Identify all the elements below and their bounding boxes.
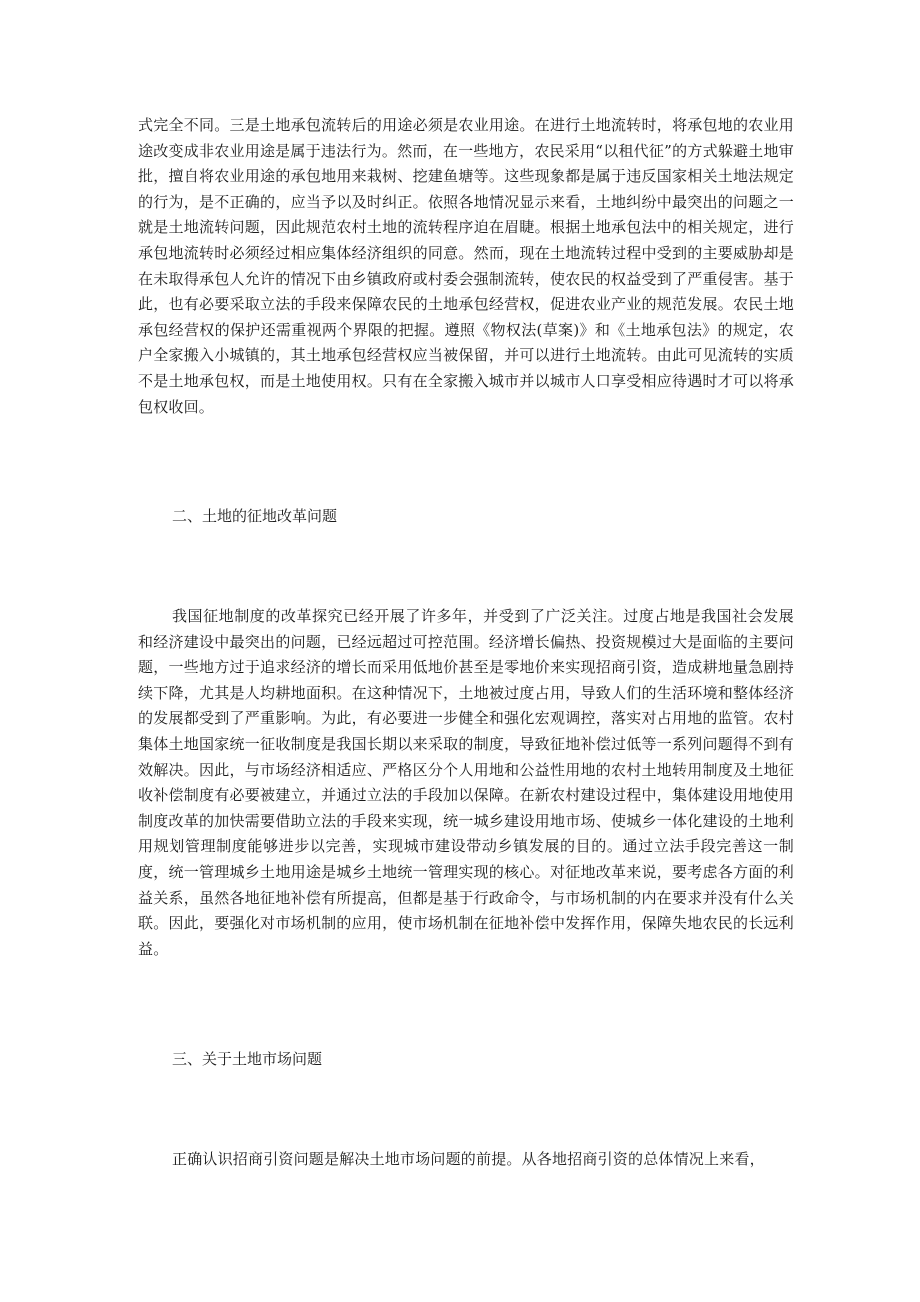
section-heading-land-market: 三、关于土地市场问题	[172, 1050, 323, 1068]
paragraph-land-transfer: 式完全不同。三是土地承包流转后的用途必须是农业用途。在进行土地流转时，将承包地的农业用途改变成非农业用途是属于违法行为。然而，在一些地方，农民采用“以租代征”的方式躲避土地审批，擅自将农业用途的承包地用来栽树、挖建鱼塘等。这些现象都是属于违反国家相关土地法规定的行为，是不正确的，应当予以及时纠正。依照各地情况显示来看，土地纠纷中最突出的问题之一就是土地流转问题，因此规范农村土地的流转程序迫在眉睫。根据土地承包法中的相关规定，进行承包地流转时必须经过相应集体经济组织的同意。然而，现在土地流转过程中受到的主要威胁却是在未取得承包人允许的情况下由乡镇政府或村委会强制流转，使农民的权益受到了严重侵害。基于此，也有必要采取立法的手段来保障农民的土地承包经营权，促进农业产业的规范发展。农民土地承包经营权的保护还需重视两个界限的把握。遵照《物权法(草案)》和《土地承包法》的规定，农户全家搬入小城镇的，其土地承包经营权应当被保留，并可以进行土地流转。由此可见流转的实质不是土地承包权，而是土地使用权。只有在全家搬入城市并以城市人口享受相应待遇时才可以将承包权收回。	[138, 116, 794, 416]
paragraph-land-acquisition: 我国征地制度的改革探究已经开展了许多年，并受到了广泛关注。过度占地是我国社会发展和经济建设中最突出的问题，已经远超过可控范围。经济增长偏热、投资规模过大是面临的主要问题，一些地方过于追求经济的增长而采用低地价甚至是零地价来实现招商引资，造成耕地量急剧持续下降，尤其是人均耕地面积。在这种情况下，土地被过度占用，导致人们的生活环境和整体经济的发展都受到了严重影响。为此，有必要进一步健全和强化宏观调控，落实对占用地的监管。农村集体土地国家统一征收制度是我国长期以来采取的制度，导致征地补偿过低等一系列问题得不到有效解决。因此，与市场经济相适应、严格区分个人用地和公益性用地的农村土地转用制度及土地征收补偿制度有必要被建立，并通过立法的手段加以保障。在新农村建设过程中，集体建设用地使用制度改革的加快需要借助立法的手段来实现，统一城乡建设用地市场、使城乡一体化建设的土地利用规划管理制度能够进步以完善，实现城市建设带动乡镇发展的目的。通过立法手段完善这一制度，统一管理城乡土地用途是城乡土地统一管理实现的核心。对征地改革来说，要考虑各方面的利益关系，虽然各地征地补偿有所提高，但都是基于行政命令，与市场机制的内在要求并没有什么关联。因此，要强化对市场机制的应用，使市场机制在征地补偿中发挥作用，保障失地农民的长远利益。	[138, 607, 794, 958]
section-heading-land-acquisition: 二、土地的征地改革问题	[172, 507, 338, 525]
paragraph-land-market: 正确认识招商引资问题是解决土地市场问题的前提。从各地招商引资的总体情况上来看，	[172, 1150, 765, 1168]
